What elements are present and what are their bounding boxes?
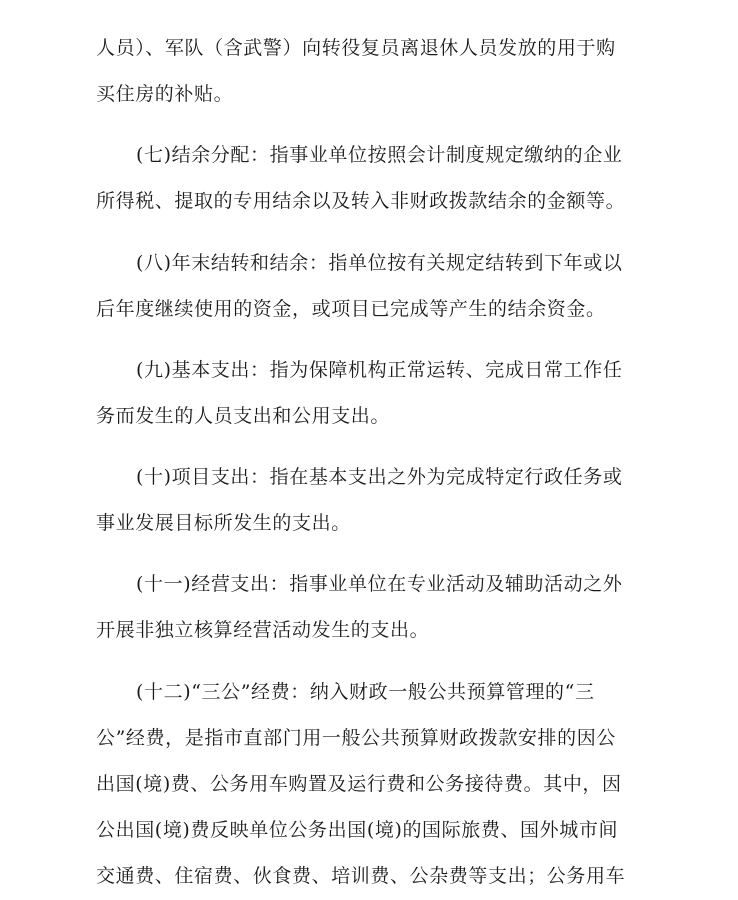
paragraph-line: 公”经费，是指市直部门用一般公共预算财政拨款安排的因公: [96, 727, 616, 749]
paragraph-line: 开展非独立核算经营活动发生的支出。: [96, 619, 430, 641]
paragraph-line: 所得税、提取的专用结余以及转入非财政拨款结余的金额等。: [96, 190, 626, 212]
paragraph-line: 后年度继续使用的资金，或项目已完成等产生的结余资金。: [96, 298, 606, 320]
paragraph-line: (九)基本支出：指为保障机构正常运转、完成日常工作任: [136, 359, 623, 381]
paragraph-line: (八)年末结转和结余：指单位按有关规定结转到下年或以: [136, 252, 623, 274]
paragraph-line: 事业发展目标所发生的支出。: [96, 512, 351, 534]
paragraph-line: 出国(境)费、公务用车购置及运行费和公务接待费。其中，因: [96, 773, 622, 795]
paragraph-line: 务而发生的人员支出和公用支出。: [96, 405, 391, 427]
paragraph-line: (十二)“三公”经费：纳入财政一般公共预算管理的“三: [136, 681, 595, 703]
paragraph-line: 交通费、住宿费、伙食费、培训费、公杂费等支出；公务用车: [96, 865, 626, 887]
paragraph-line: 人员）、军队（含武警）向转役复员离退休人员发放的用于购: [96, 37, 616, 59]
paragraph-line: 公出国(境)费反映单位公务出国(境)的国际旅费、国外城市间: [96, 819, 619, 841]
paragraph-line: 买住房的补贴。: [96, 83, 234, 105]
paragraph-line: (七)结余分配：指事业单位按照会计制度规定缴纳的企业: [136, 144, 623, 166]
paragraph-line: (十)项目支出：指在基本支出之外为完成特定行政任务或: [136, 466, 623, 488]
paragraph-line: (十一)经营支出：指事业单位在专业活动及辅助活动之外: [136, 573, 623, 595]
